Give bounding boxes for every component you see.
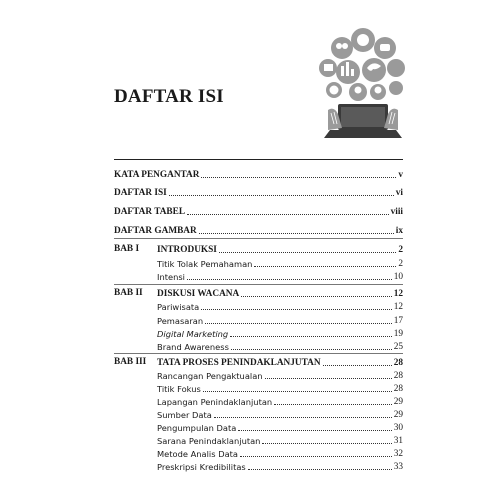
toc-entry[interactable] xyxy=(114,205,403,218)
toc-section-entry[interactable] xyxy=(157,340,403,353)
toc-section-entry[interactable] xyxy=(157,434,403,447)
section-page: 12 xyxy=(393,302,403,312)
section-page: 10 xyxy=(393,272,403,282)
toc-section-entry[interactable] xyxy=(157,257,403,270)
toc-section-entry[interactable] xyxy=(157,382,403,395)
toc-entry[interactable] xyxy=(114,186,403,199)
chapter-title: INTRODUKSI xyxy=(157,245,217,255)
toc-entry-label: KATA PENGANTAR xyxy=(114,170,200,180)
toc-section-entry[interactable] xyxy=(157,395,403,408)
leader-dots xyxy=(169,195,394,196)
section-page: 25 xyxy=(393,342,403,352)
leader-dots xyxy=(231,349,392,350)
chapter-number: BAB II xyxy=(114,288,143,298)
section-page: 33 xyxy=(393,462,403,472)
section-label: Preskripsi Kredibilitas xyxy=(157,462,246,472)
section-label: Lapangan Penindaklanjutan xyxy=(157,397,273,407)
section-label: Rancangan Pengaktualan xyxy=(157,371,263,381)
section-page: 31 xyxy=(393,436,403,446)
chapter-page: 28 xyxy=(393,358,403,368)
leader-dots xyxy=(238,430,391,431)
toc-entry-page: v xyxy=(398,170,403,180)
toc-section-entry[interactable] xyxy=(157,460,403,473)
leader-dots xyxy=(254,266,396,267)
toc-chapter-entry[interactable] xyxy=(157,356,403,369)
toc-section-entry[interactable] xyxy=(157,270,403,283)
leader-dots xyxy=(274,404,392,405)
section-label: Pemasaran xyxy=(157,316,204,326)
toc-chapter-entry[interactable] xyxy=(157,287,403,300)
share-icon xyxy=(389,81,403,95)
chapter-page: 2 xyxy=(398,245,403,255)
toc-entry-page: vi xyxy=(395,188,403,198)
section-label: Titik Fokus xyxy=(157,384,201,394)
toc-section-entry[interactable] xyxy=(157,369,403,382)
people-icon xyxy=(331,37,353,59)
leader-dots xyxy=(230,336,392,337)
chapter-divider xyxy=(114,238,403,239)
section-label: Digital Marketing xyxy=(157,329,229,339)
section-page: 28 xyxy=(393,384,403,394)
bird-icon xyxy=(362,58,386,82)
toc-entry-page: viii xyxy=(390,207,403,217)
chapter-title: DISKUSI WACANA xyxy=(157,289,240,299)
leader-dots xyxy=(203,391,392,392)
section-page: 2 xyxy=(398,259,403,269)
section-label: Brand Awareness xyxy=(157,342,229,352)
leader-dots xyxy=(262,443,391,444)
leader-dots xyxy=(248,469,392,470)
leader-dots xyxy=(219,252,396,253)
leader-dots xyxy=(214,417,392,418)
section-label: Intensi xyxy=(157,272,185,282)
toc-entry-label: DAFTAR TABEL xyxy=(114,207,186,217)
chapter-number: BAB III xyxy=(114,357,147,367)
section-label: Metode Analis Data xyxy=(157,449,238,459)
leader-dots xyxy=(201,309,391,310)
section-page: 17 xyxy=(393,316,403,326)
leader-dots xyxy=(323,365,392,366)
toc-section-entry[interactable] xyxy=(157,300,403,313)
chapter-title: TATA PROSES PENINDAKLANJUTAN xyxy=(157,358,321,368)
toc-entry-label: DAFTAR GAMBAR xyxy=(114,226,197,236)
section-page: 30 xyxy=(393,423,403,433)
section-page: 29 xyxy=(393,410,403,420)
chapter-divider xyxy=(114,353,403,354)
laptop-keyboard xyxy=(324,130,402,138)
toc-section-entry[interactable] xyxy=(157,408,403,421)
chapter-number: BAB I xyxy=(114,244,140,254)
section-label: Sumber Data xyxy=(157,410,212,420)
wifi-icon xyxy=(387,59,405,77)
chapter-page: 12 xyxy=(393,289,403,299)
section-page: 19 xyxy=(393,329,403,339)
toc-entry[interactable] xyxy=(114,168,403,181)
leader-dots xyxy=(199,233,394,234)
leader-dots xyxy=(241,296,391,297)
toc-entry[interactable] xyxy=(114,224,403,237)
section-page: 32 xyxy=(393,449,403,459)
leader-dots xyxy=(240,456,392,457)
laptop-social-media-icon xyxy=(308,18,418,140)
toc-chapter-entry[interactable] xyxy=(157,243,403,256)
section-page: 29 xyxy=(393,397,403,407)
leader-dots xyxy=(265,378,392,379)
toc-entry-label: DAFTAR ISI xyxy=(114,188,167,198)
leader-dots xyxy=(187,279,392,280)
section-label: Sarana Penindaklanjutan xyxy=(157,436,261,446)
leader-dots xyxy=(205,323,392,324)
section-page: 28 xyxy=(393,371,403,381)
toc-entry-page: ix xyxy=(395,226,403,236)
section-label: Titik Tolak Pemahaman xyxy=(157,259,253,269)
leader-dots xyxy=(201,177,396,178)
toc-section-entry[interactable] xyxy=(157,327,403,340)
divider xyxy=(114,159,403,160)
section-label: Pariwisata xyxy=(157,302,200,312)
chapter-divider xyxy=(114,284,403,285)
leader-dots xyxy=(187,214,389,215)
toc-section-entry[interactable] xyxy=(157,421,403,434)
section-label: Pengumpulan Data xyxy=(157,423,237,433)
page-title: DAFTAR ISI xyxy=(114,86,224,107)
toc-section-entry[interactable] xyxy=(157,447,403,460)
toc-section-entry[interactable] xyxy=(157,314,403,327)
